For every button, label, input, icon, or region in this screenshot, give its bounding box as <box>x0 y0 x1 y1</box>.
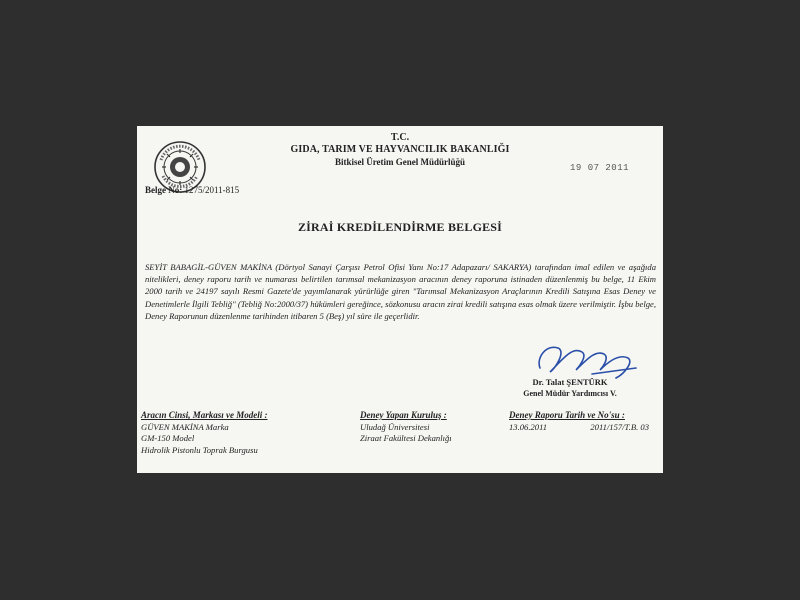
institution-info-header: Deney Yapan Kuruluş : <box>360 410 447 420</box>
vehicle-line: GM-150 Model <box>141 433 195 443</box>
institution-line: Ziraat Fakültesi Dekanlığı <box>360 433 452 443</box>
vehicle-info <box>141 410 331 456</box>
body-paragraph: SEYİT BABAGİL-GÜVEN MAKİNA (Dörtyol Sanayi Çarşısı Petrol Ofisi Yanı No:17 Adapazarı/ SAKARYA) tarafından imal edilen ve aşağıda nitelikleri, deney raporu tarih ve numarası belirtilen tarımsal mekanizasyon aracının deney raporuna istinaden düzenlenmiş bu belge, 11 Ekim 2000 tarih ve 24197 sayılı Resmi Gazete'de yayımlanarak yürürlüğe giren "Tarımsal Mekanizasyon Araçlarının Kredili Satışına Esas Deney ve Denetimlerle İlgili Tebliğ" (Tebliğ No:2000/37) hükümleri gereğince, sözkonusu aracın zirai kredili satışına esas olmak üzere verilmiştir. İşbu belge, Deney Raporunun düzenlenme tarihinden itibaren 5 (Beş) yıl süre ile geçerlidir. <box>145 262 656 321</box>
document-number-value: 1275/2011-815 <box>184 185 240 195</box>
stamp-date: 19 07 2011 <box>570 163 630 173</box>
document-number <box>145 185 239 195</box>
report-info <box>509 410 659 433</box>
report-values <box>509 422 649 434</box>
signer-name: Dr. Talat ŞENTÜRK <box>532 377 608 387</box>
document-title: ZİRAİ KREDİLENDİRME BELGESİ <box>297 220 503 234</box>
report-date: 13.06.2011 <box>509 421 548 432</box>
header-tc: T.C. <box>390 132 410 143</box>
vehicle-info-header: Aracın Cinsi, Markası ve Modeli : <box>141 410 268 420</box>
header-ministry: GIDA, TARIM VE HAYVANCILIK BAKANLIĞI <box>290 144 510 155</box>
vehicle-line: Hidrolik Pistonlu Toprak Burgusu <box>141 444 258 455</box>
document-number-label: Belge No: <box>145 185 183 195</box>
institution-line: Uludağ Üniversitesi <box>360 421 430 432</box>
institution-info <box>360 410 500 445</box>
vehicle-line: GÜVEN MAKİNA Marka <box>141 421 229 432</box>
report-number: 2011/157/T.B. 03 <box>590 421 649 432</box>
certificate-document <box>137 126 663 473</box>
report-info-header: Deney Raporu Tarih ve No'su : <box>509 410 625 420</box>
header-directorate: Bitkisel Üretim Genel Müdürlüğü <box>334 157 466 167</box>
signer-title: Genel Müdür Yardımcısı V. <box>523 389 617 398</box>
